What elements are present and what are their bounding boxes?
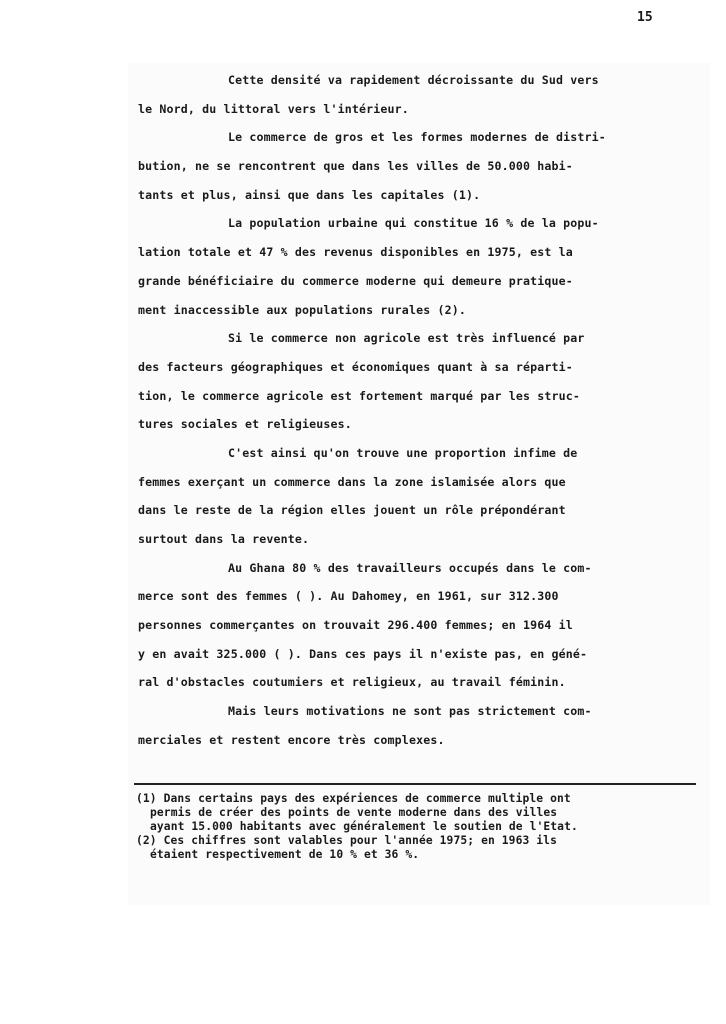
paragraph-4-line-2: des facteurs géographiques et économiques quant à sa réparti- [138, 359, 573, 374]
paragraph-2-line-1: Le commerce de gros et les formes modernes de distri- [228, 130, 606, 145]
footnote-1-line-2: permis de créer des points de vente moderne dans des villes [150, 806, 558, 819]
paragraph-5-line-4: surtout dans la revente. [138, 532, 310, 546]
paragraph-4-line-4: tures sociales et religieuses. [138, 417, 352, 432]
paragraph-1-line-1: Cette densité va rapidement décroissante du Sud vers [228, 73, 599, 87]
paragraph-6-line-2: merce sont des femmes ( ). Au Dahomey, en 1961, sur 312.300 [138, 589, 559, 604]
footnote-2-line-2: étaient respectivement de 10 % et 36 %. [150, 848, 420, 861]
footnote-1-line-1: (1) Dans certains pays des expériences de commerce multiple ont [136, 792, 571, 805]
footnote-separator-rule [134, 783, 696, 785]
paragraph-1-line-2: le Nord, du littoral vers l'intérieur. [138, 101, 409, 116]
paragraph-2-line-2: bution, ne se rencontrent que dans les villes de 50.000 habi- [138, 159, 573, 174]
page-number: 15 [637, 10, 653, 25]
paragraph-3-line-1: La population urbaine qui constitue 16 % de la popu- [228, 216, 599, 231]
paragraph-2-line-3: tants et plus, ainsi que dans les capitales (1). [138, 187, 481, 202]
paragraph-5-line-2: femmes exerçant un commerce dans la zone islamisée alors que [138, 474, 566, 489]
paragraph-7-line-2: merciales et restent encore très complexes. [138, 732, 445, 747]
paragraph-7-line-1: Mais leurs motivations ne sont pas strictement com- [228, 704, 592, 719]
footnote-1-line-3: ayant 15.000 habitants avec généralement le soutien de l'Etat. [150, 820, 578, 833]
paragraph-6-line-5: ral d'obstacles coutumiers et religieux, au travail féminin. [138, 675, 566, 690]
paragraph-6-line-1: Au Ghana 80 % des travailleurs occupés dans le com- [228, 560, 592, 575]
paragraph-4-line-3: tion, le commerce agricole est fortement marqué par les struc- [138, 388, 581, 403]
paragraph-6-line-3: personnes commerçantes on trouvait 296.400 femmes; en 1964 il [138, 618, 573, 633]
paragraph-4-line-1: Si le commerce non agricole est très influencé par [228, 331, 585, 346]
paragraph-5-line-1: C'est ainsi qu'on trouve une proportion infime de [228, 445, 578, 460]
paragraph-6-line-4: y en avait 325.000 ( ). Dans ces pays il n'existe pas, en géné- [138, 646, 588, 661]
footnotes [136, 792, 706, 862]
body-text [138, 66, 698, 755]
paragraph-3-line-3: grande bénéficiaire du commerce moderne qui demeure pratique- [138, 273, 573, 288]
paragraph-3-line-2: lation totale et 47 % des revenus disponibles en 1975, est la [138, 245, 573, 260]
paragraph-5-line-3: dans le reste de la région elles jouent un rôle prépondérant [138, 503, 566, 518]
footnote-2-line-1: (2) Ces chiffres sont valables pour l'année 1975; en 1963 ils [136, 834, 557, 847]
paragraph-3-line-4: ment inaccessible aux populations rurales (2). [138, 302, 466, 317]
